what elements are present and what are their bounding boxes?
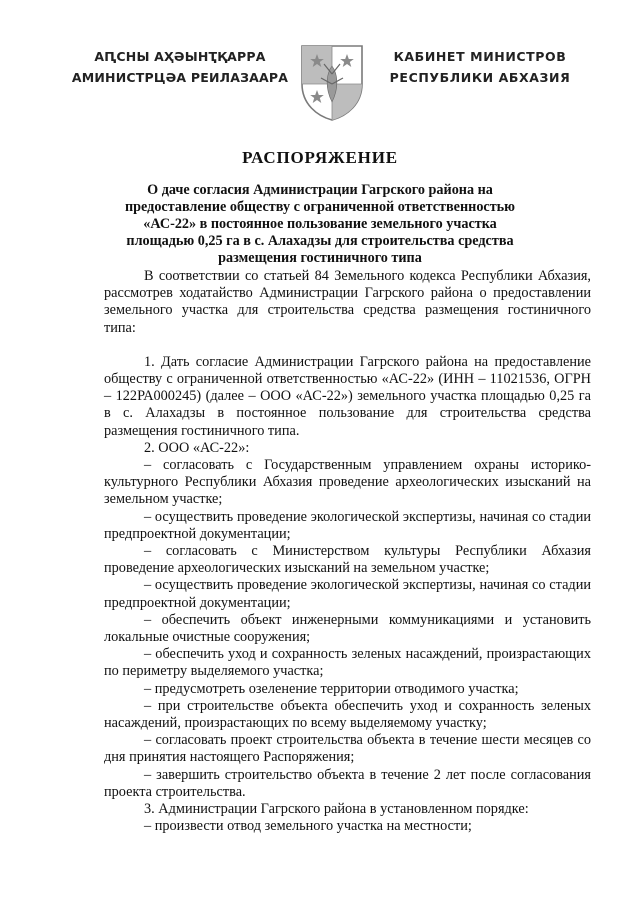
clause-3: 3. Администрации Гагрского района в установленном порядке: — [144, 801, 529, 818]
document-body — [104, 268, 591, 836]
coat-of-arms-emblem — [299, 44, 365, 122]
clause-3-item: – произвести отвод земельного участка на местности; — [144, 818, 472, 835]
header-abkhaz — [70, 46, 290, 88]
header-russian — [380, 46, 580, 88]
clause-2-item: – обеспечить уход и сохранность зеленых насаждений, произрастающих по периметру выделяемого участка; — [104, 646, 591, 680]
clause-2-item: – при строительстве объекта обеспечить уход и сохранность зеленых насаждений, произрастающих по всему выделяемому участку; — [104, 697, 591, 732]
clause-2-item: – осуществить проведение экологической экспертизы, начиная со стадии предпроектной документации; — [104, 577, 591, 611]
clause-2-item: – предусмотреть озеленение территории отводимого участка; — [144, 680, 519, 697]
clause-2-item: – осуществить проведение экологической экспертизы, начиная со стадии предпроектной документации; — [104, 508, 591, 542]
clause-2-item: – согласовать с Министерством культуры Республики Абхазия проведение археологических изысканий на земельном участке; — [104, 543, 591, 577]
header-abkhaz-line2: АМИНИСТРЦӘА РЕИЛАЗААРА — [71, 70, 289, 85]
clause-2-item: – обеспечить объект инженерными коммуникациями и установить локальные очистные сооружения; — [104, 611, 591, 646]
clause-2: 2. ООО «АС-22»: — [144, 439, 250, 456]
clause-2-item: – согласовать с Государственным управлением охраны историко-культурного Республики Абхазия проведение археологических изысканий на земельном участке; — [104, 457, 591, 508]
header-russian-line1: КАБИНЕТ МИНИСТРОВ — [393, 49, 567, 64]
clause-2-item: – завершить строительство объекта в течение 2 лет после согласования проекта строительства. — [104, 766, 591, 800]
header-abkhaz-line1: АԤСНЫ АҲӘЫНҬҚАРРА — [94, 49, 266, 64]
document-header — [0, 44, 640, 124]
clause-2-item: – согласовать проект строительства объекта в течение шести месяцев со дня принятия настоящего Распоряжения; — [104, 732, 591, 766]
preamble-paragraph: В соответствии со статьей 84 Земельного кодекса Республики Абхазия, рассмотрев ходатайство Администрации Гагрского района о предоставлении земельного участка для строительства средства размещения гостиничного типа: — [104, 268, 591, 336]
clause-1: 1. Дать согласие Администрации Гагрского района на предоставление обществу с ограниченной ответственностью «АС-22» (ИНН – 11021536, ОГРН – 122РА000245) (далее – ООО «АС-22») земельного участка площадью 0,25 га в с. Алахадзы в постоянное пользование для строительства средства размещения гостиничного типа. — [104, 353, 591, 439]
document-subject: О даче согласия Администрации Гагрского района на предоставление обществу с ограниченной ответственностью «АС-22» в постоянное пользование земельного участка площадью 0,25 га в с. Алахадзы для строительства средства размещения гостиничного типа — [124, 182, 516, 266]
header-russian-line2: РЕСПУБЛИКИ АБХАЗИЯ — [389, 70, 571, 85]
document-title: РАСПОРЯЖЕНИЕ — [242, 148, 398, 167]
